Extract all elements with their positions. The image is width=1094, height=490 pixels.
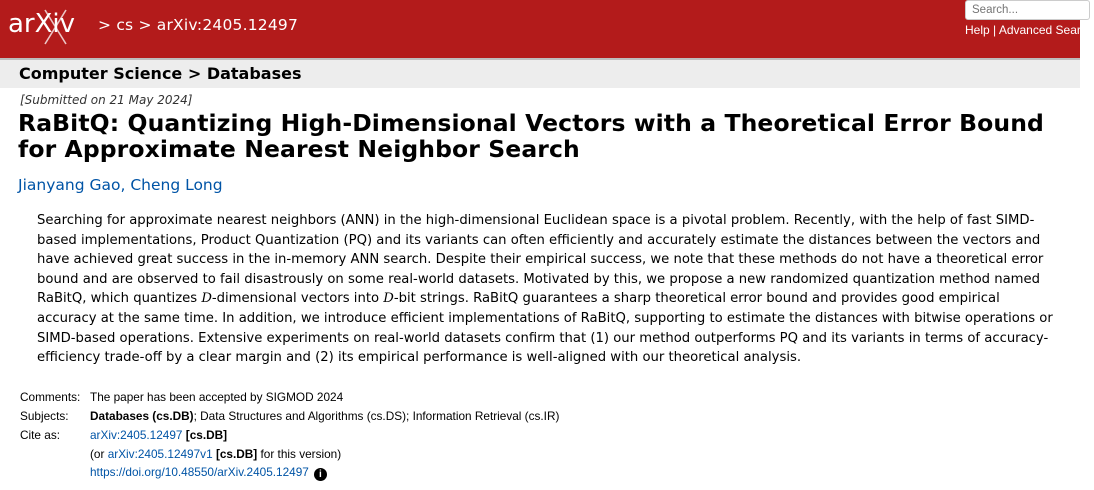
subject-breadcrumb[interactable]: Computer Science > Databases	[19, 64, 302, 83]
help-links	[965, 23, 1094, 37]
author-link[interactable]: Jianyang Gao	[18, 176, 121, 194]
subject-bar	[0, 58, 1080, 88]
math-symbol: D	[201, 291, 212, 307]
cite-category: [cs.DB]	[185, 428, 228, 442]
comments-value: The paper has been accepted by SIGMOD 2024	[90, 390, 344, 404]
cite-label: Cite as:	[20, 428, 60, 442]
abstract-text: -bit strings. RaBitQ guarantees a sharp theoretical error bound and provides good empirical accuracy at the same time. In addition, we introduce efficient implementations of RaBitQ, supporting to estimate the distances with bitwise operations or SIMD-based operations. Extensive experiments on real-world datasets confirm that (1) our method outperforms PQ and its variants in terms of accuracy-efficiency trade-off by a clear margin and (2) its empirical performance is well-aligned with our theoretical analysis.	[37, 291, 1053, 366]
primary-subject: Databases (cs.DB)	[90, 409, 194, 423]
info-icon[interactable]: i	[314, 468, 327, 481]
logo-text: arXiv	[8, 9, 76, 39]
version-link[interactable]: arXiv:2405.12497v1	[107, 447, 213, 461]
help-separator: |	[993, 23, 997, 37]
doi-value	[90, 465, 327, 481]
version-suffix: for this version)	[257, 447, 342, 461]
math-symbol: D	[383, 291, 394, 307]
abstract-text: Searching for approximate nearest neighbors (ANN) in the high-dimensional Euclidean space is a pivotal problem. Recently, with the help of fast SIMD-based implementations, Product Quantization (PQ) and its variants can often efficiently and accurately estimate the distances between the vectors and have achieved great success in the in-memory ANN search. Despite their empirical success, we note that these methods do not have a theoretical error bound and are observed to fail disastrously on some real-world datasets. Motivated by this, we propose a new randomized quantization method named RaBitQ, which quantizes	[37, 213, 1044, 307]
arxiv-logo[interactable]	[8, 4, 98, 44]
subjects-value	[90, 409, 559, 423]
abstract	[37, 211, 1059, 368]
cite-link[interactable]: arXiv:2405.12497	[90, 428, 183, 442]
doi-link[interactable]: https://doi.org/10.48550/arXiv.2405.12497	[90, 465, 309, 479]
secondary-subjects: ; Data Structures and Algorithms (cs.DS); Information Retrieval (cs.IR)	[193, 409, 560, 423]
author-separator: ,	[120, 176, 131, 194]
author-list	[18, 176, 223, 194]
breadcrumb-category[interactable]: > cs >	[98, 16, 152, 34]
help-link[interactable]: Help	[965, 23, 990, 37]
version-prefix: (or	[90, 447, 108, 461]
version-value	[90, 447, 341, 461]
paper-title: RaBitQ: Quantizing High-Dimensional Vectors with a Theoretical Error Bound for Approximate Nearest Neighbor Search	[18, 109, 1044, 163]
version-category: [cs.DB]	[215, 447, 258, 461]
breadcrumb-paper-id[interactable]: arXiv:2405.12497	[156, 16, 299, 34]
submission-date: [Submitted on 21 May 2024]	[20, 93, 193, 107]
header-bar	[0, 0, 1094, 58]
author-link[interactable]: Cheng Long	[130, 176, 223, 194]
subjects-label: Subjects:	[20, 409, 69, 423]
abstract-text: -dimensional vectors into	[211, 291, 384, 307]
cite-value	[90, 428, 227, 442]
breadcrumb	[98, 16, 298, 34]
advanced-search-link[interactable]: Advanced Search	[998, 23, 1094, 37]
comments-label: Comments:	[20, 390, 81, 404]
search-input[interactable]: Search...	[965, 0, 1090, 20]
